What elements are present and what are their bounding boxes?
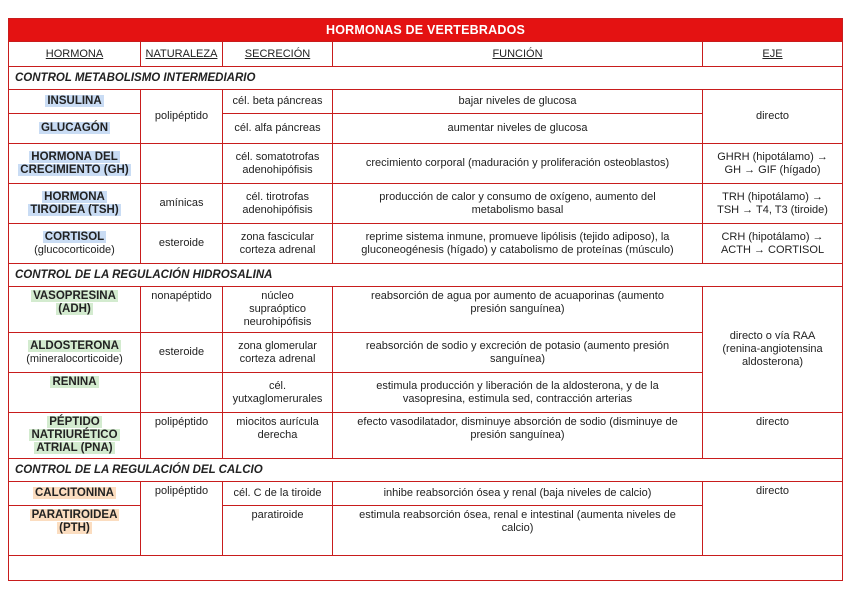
function-cell: reprime sistema inmune, promueve lipólisis (tejido adiposo), la gluconeogénesis (hígado) y catabolismo de proteínas (músculo) [333, 224, 703, 264]
col-header-eje: EJE [703, 42, 843, 67]
nature-cell: nonapéptido [141, 287, 223, 333]
secretion-cell: cél. yutxaglomerurales [223, 373, 333, 413]
function-cell: producción de calor y consumo de oxígeno, aumento del metabolismo basal [333, 184, 703, 224]
hormone-name: ALDOSTERONA (mineralocorticoide) [9, 333, 141, 373]
table-title: HORMONAS DE VERTEBRADOS [9, 19, 843, 42]
section-row [9, 459, 843, 482]
nature-cell: polipéptido [141, 413, 223, 459]
nature-cell: esteroide [141, 224, 223, 264]
function-cell: reabsorción de sodio y excreción de potasio (aumento presión sanguínea) [333, 333, 703, 373]
empty-row [9, 556, 843, 581]
axis-cell: TRH (hipotálamo) → TSH → T4, T3 (tiroide) [703, 184, 843, 224]
secretion-cell: núcleo supraóptico neurohipófisis [223, 287, 333, 333]
function-cell: bajar niveles de glucosa [333, 90, 703, 114]
secretion-cell: miocitos aurícula derecha [223, 413, 333, 459]
secretion-cell: cél. somatotrofas adenohipófisis [223, 144, 333, 184]
secretion-cell: zona fascicular corteza adrenal [223, 224, 333, 264]
hormone-name: GLUCAGÓN [9, 114, 141, 144]
function-cell: inhibe reabsorción ósea y renal (baja niveles de calcio) [333, 482, 703, 506]
secretion-cell: cél. beta páncreas [223, 90, 333, 114]
secretion-cell: cél. tirotrofas adenohipófisis [223, 184, 333, 224]
nature-cell [141, 144, 223, 184]
title-row [9, 19, 843, 42]
axis-cell: GHRH (hipotálamo) → GH → GIF (hígado) [703, 144, 843, 184]
hormone-sheet [8, 18, 842, 581]
table-row [9, 482, 843, 506]
col-header-secrecion: SECRECIÓN [223, 42, 333, 67]
nature-cell: esteroide [141, 333, 223, 373]
hormone-name: RENINA [9, 373, 141, 413]
axis-cell: CRH (hipotálamo) → ACTH → CORTISOL [703, 224, 843, 264]
axis-cell: directo [703, 413, 843, 459]
hormone-name: PARATIROIDEA (PTH) [9, 506, 141, 556]
function-cell: efecto vasodilatador, disminuye absorción de sodio (disminuye de presión sanguínea) [333, 413, 703, 459]
section-row [9, 264, 843, 287]
function-cell: crecimiento corporal (maduración y proliferación osteoblastos) [333, 144, 703, 184]
hormone-name: INSULINA [9, 90, 141, 114]
col-header-hormona: HORMONA [9, 42, 141, 67]
empty-cell [9, 556, 843, 581]
hormone-name: CORTISOL (glucocorticoide) [9, 224, 141, 264]
table-row [9, 90, 843, 114]
secretion-cell: cél. alfa páncreas [223, 114, 333, 144]
axis-cell: directo [703, 482, 843, 556]
secretion-cell: paratiroide [223, 506, 333, 556]
axis-cell: directo [703, 90, 843, 144]
hormone-name: HORMONA TIROIDEA (TSH) [9, 184, 141, 224]
axis-cell: directo o vía RAA (renina-angiotensina aldosterona) [703, 287, 843, 413]
header-row [9, 42, 843, 67]
hormone-name: CALCITONINA [9, 482, 141, 506]
function-cell: estimula reabsorción ósea, renal e intestinal (aumenta niveles de calcio) [333, 506, 703, 556]
nature-cell: polipéptido [141, 90, 223, 144]
hormone-name: HORMONA DEL CRECIMIENTO (GH) [9, 144, 141, 184]
function-cell: reabsorción de agua por aumento de acuaporinas (aumento presión sanguínea) [333, 287, 703, 333]
col-header-naturaleza: NATURALEZA [141, 42, 223, 67]
function-cell: estimula producción y liberación de la aldosterona, y de la vasopresina, estimula sed, contracción arterias [333, 373, 703, 413]
table-row [9, 413, 843, 459]
secretion-cell: cél. C de la tiroide [223, 482, 333, 506]
hormone-name: VASOPRESINA (ADH) [9, 287, 141, 333]
table-row [9, 287, 843, 333]
nature-cell: polipéptido [141, 482, 223, 556]
section-metabolism: CONTROL METABOLISMO INTERMEDIARIO [9, 67, 843, 90]
hormone-name: PÉPTIDO NATRIURÉTICO ATRIAL (PNA) [9, 413, 141, 459]
nature-cell: amínicas [141, 184, 223, 224]
table-row [9, 224, 843, 264]
secretion-cell: zona glomerular corteza adrenal [223, 333, 333, 373]
hormone-table [8, 18, 843, 581]
section-hydrosaline: CONTROL DE LA REGULACIÓN HIDROSALINA [9, 264, 843, 287]
nature-cell [141, 373, 223, 413]
section-row [9, 67, 843, 90]
table-row [9, 144, 843, 184]
col-header-funcion: FUNCIÓN [333, 42, 703, 67]
function-cell: aumentar niveles de glucosa [333, 114, 703, 144]
table-row [9, 184, 843, 224]
section-calcium: CONTROL DE LA REGULACIÓN DEL CALCIO [9, 459, 843, 482]
